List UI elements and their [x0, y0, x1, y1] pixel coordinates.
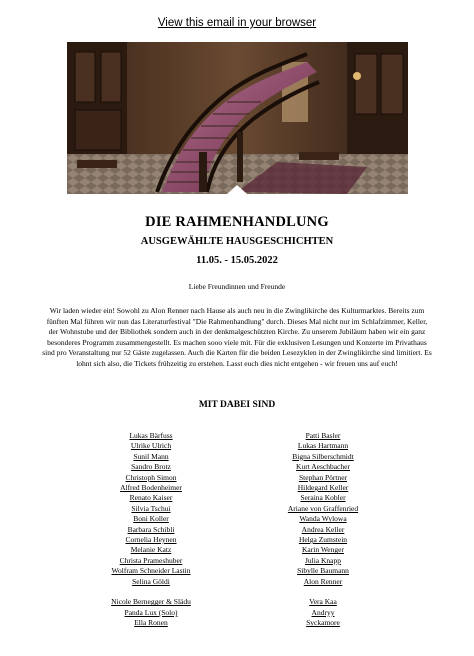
participants-heading: MIT DABEI SIND — [198, 400, 276, 410]
page-title: DIE RAHMENHANDLUNG — [145, 214, 329, 230]
participant-link[interactable]: Boni Koller — [133, 514, 169, 524]
participant-link[interactable]: Andryy — [311, 607, 335, 617]
participant-link[interactable]: Melanie Katz — [130, 545, 172, 555]
participant-link[interactable]: Nicole Bernegger & Slädu — [111, 597, 191, 607]
participant-link[interactable]: Kurt Aeschbacher — [296, 462, 350, 472]
participant-link[interactable]: Vera Kaa — [309, 597, 337, 607]
participant-link[interactable]: Cornelia Heynen — [125, 535, 177, 545]
participant-link[interactable]: Andrea Keller — [301, 524, 345, 534]
participant-link[interactable]: Wolfram Schneider Lastin — [111, 566, 191, 576]
participants-right-column — [237, 431, 409, 629]
participant-link[interactable]: Sibylle Baumann — [297, 566, 349, 576]
participant-link[interactable]: Julia Knapp — [304, 555, 342, 565]
hero-image — [67, 42, 408, 194]
participant-link[interactable]: Ella Ronen — [134, 618, 168, 628]
participant-link[interactable]: Panda Lux (Solo) — [124, 607, 178, 617]
participant-link[interactable]: Christa Prameshuber — [119, 555, 183, 565]
participant-link[interactable]: Barbara Schibli — [127, 524, 175, 534]
participant-link[interactable]: Syckamore — [306, 618, 340, 628]
spacer — [237, 587, 409, 597]
participant-link[interactable]: Silvia Tschui — [131, 503, 171, 513]
participant-link[interactable]: Lukas Bärfuss — [129, 431, 173, 440]
page-subtitle: AUSGEWÄHLTE HAUSGESCHICHTEN — [140, 236, 334, 247]
intro-paragraph: Wir laden wieder ein! Sowohl zu Alon Renner nach Hause als auch neu in die Zwinglikirche des Kulturmarktes. Bereits zum fünften Mal führen wir nun das Literaturfestival "Die Rahmenhandlung" durch. Dieses Mal nicht nur im Schlafzimmer, Keller, der Wohnstube und der Bibliothek sondern auch in der denkmalgeschützten Kirche. Zu unserem Jubiläum haben wir ein ganz besonderes Programm zusammengestellt. Es machen sooo viele mit. Für die exklusiven Lesungen und Konzerte im Privathaus sind pro Veranstaltung nur 52 Gäste zugelassen. Auch die Karten für die beiden Lesezyklen in der Zwinglikirche sind limitiert. Es lohnt sich also, die Tickets frühzeitig zu erstehen. Lasst euch dies nicht entgehen - wir freuen uns auf euch! — [42, 306, 432, 368]
participant-link[interactable]: Seraina Kobler — [300, 493, 346, 503]
participants-list — [0, 431, 474, 629]
participant-link[interactable]: Alfred Bodenheimer — [120, 483, 182, 493]
participant-link[interactable]: Karin Wenger — [302, 545, 344, 555]
event-dates: 11.05. - 15.05.2022 — [196, 255, 278, 266]
participant-link[interactable]: Sunil Mann — [133, 451, 169, 461]
participant-link[interactable]: Helga Zumstein — [298, 535, 348, 545]
participant-link[interactable]: Alon Renner — [303, 576, 343, 586]
participant-link[interactable]: Selina Göldi — [132, 576, 170, 586]
participant-link[interactable]: Lukas Hartmann — [297, 441, 349, 451]
participant-link[interactable]: Wanda Wylowa — [299, 514, 347, 524]
participant-link[interactable]: Bigna Silberschmidt — [292, 451, 354, 461]
email-header — [0, 0, 474, 42]
participant-link[interactable]: Renato Kaiser — [129, 493, 173, 503]
view-in-browser-link[interactable]: View this email in your browser — [157, 17, 317, 29]
participant-link[interactable]: Ariane von Graffenried — [287, 503, 359, 513]
participant-link[interactable]: Patti Basler — [305, 431, 341, 440]
participant-link[interactable]: Ulrike Ulrich — [130, 441, 172, 451]
participant-link[interactable]: Hildegard Keller — [297, 483, 349, 493]
participant-link[interactable]: Stephan Pörtner — [298, 472, 348, 482]
staircase-illustration — [67, 42, 408, 194]
greeting-text: Liebe Freundinnen und Freunde — [188, 282, 286, 291]
participants-left-column — [65, 431, 237, 629]
participant-link[interactable]: Sandro Brotz — [131, 462, 171, 472]
spacer — [65, 587, 237, 597]
participant-link[interactable]: Christoph Simon — [125, 472, 177, 482]
